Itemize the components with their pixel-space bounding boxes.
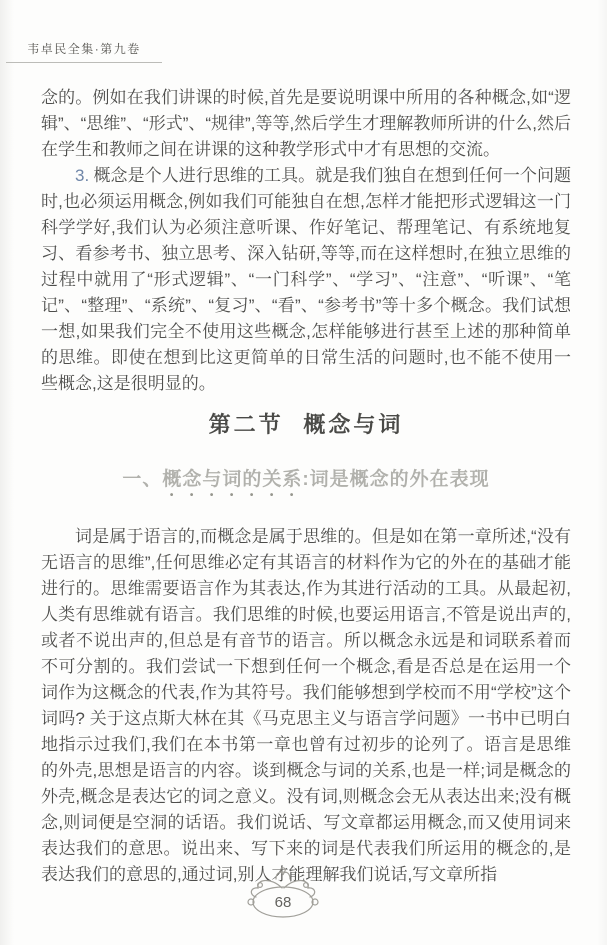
subsection-suffix: :词是概念的外在表现 xyxy=(302,469,490,490)
subsection-emphasized-text: 概念与词的关系 xyxy=(162,469,303,490)
page-number-ornament xyxy=(238,864,328,922)
paragraph-text: 概念是个人进行思维的工具。就是我们独自在想到任何一个问题时,也必须运用概念,例如我们可能独自在想,怎样才能把形式逻辑这一门科学学好,我们认为必须注意听课、作好笔记、帮理笔记、有系统地复习、看参考书、独立思考、深入钻研,等等,而在这样想时,在独立思维的过程中就用了“形式逻辑”、“一门科学”、“学习”、“注意”、“听课”、“笔记”、“整理”、“系统”、“复习”、“看”、“参考书”等十多个概念。我们试想一想,如果我们完全不使用这些概念,怎样能够进行甚至上述的那种简单的思维。即使在想到比这更简单的日常生活的问题时,也不能不使用一些概念,这是很明显的。 xyxy=(41,166,571,393)
page-number: 68 xyxy=(274,894,291,911)
paragraph-continuation: 念的。例如在我们讲课的时候,首先是要说明课中所用的各种概念,如“逻辑”、“思维”、“形式”、“规律”,等等,然后学生才理解教师所讲的什么,然后在学生和教师之间在讲课的这种教学形式中才有思想的交流。 xyxy=(41,88,571,159)
section-number: 第二节 xyxy=(208,412,284,437)
section-name: 概念与词 xyxy=(303,412,404,437)
subsection-prefix: 一、 xyxy=(122,469,163,490)
list-number: 3. xyxy=(75,166,90,185)
running-title: 韦卓民全集·第九卷 xyxy=(27,42,141,56)
page-body xyxy=(41,85,571,888)
subsection-title xyxy=(41,467,571,509)
page-header xyxy=(6,40,162,63)
page-footer xyxy=(0,864,607,922)
paragraph: 词是属于语言的,而概念是属于思维的。但是如在第一章所述,“没有无语言的思维”,任何思维必定有其语言的材料作为它的外在的基础才能进行的。思维需要语言作为其表达,作为其进行活动的工具。从最起初,人类有思维就有语言。我们思维的时候,也要运用语言,不管是说出声的,或者不说出声的,但总是有音节的语言。所以概念永远是和词联系着而不可分割的。我们尝试一下想到任何一个概念,看是否总是在运用一个词作为这概念的代表,作为其符号。我们能够想到学校而不用“学校”这个词吗? 关于这点斯大林在其《马克思主义与语言学问题》一书中已明白地指示过我们,我们在本书第一章也曾有过初步的论列了。语言是思维的外壳,思想是语言的内容。谈到概念与词的关系,也是一样;词是概念的外壳,概念是表达它的词之意义。没有词,则概念会无从表达出来;没有概念,则词便是空洞的话语。我们说话、写文章都运用概念,而又使用词来表达我们的意思。说出来、写下来的词是代表我们所运用的概念的,是表达我们的意思的,通过词,别人才能理解我们说话,写文章所指 xyxy=(41,527,571,884)
paragraph-numbered xyxy=(41,163,571,397)
ornament-crown xyxy=(276,872,290,879)
ornament-crown-dot xyxy=(280,868,284,872)
section-title xyxy=(41,410,571,440)
